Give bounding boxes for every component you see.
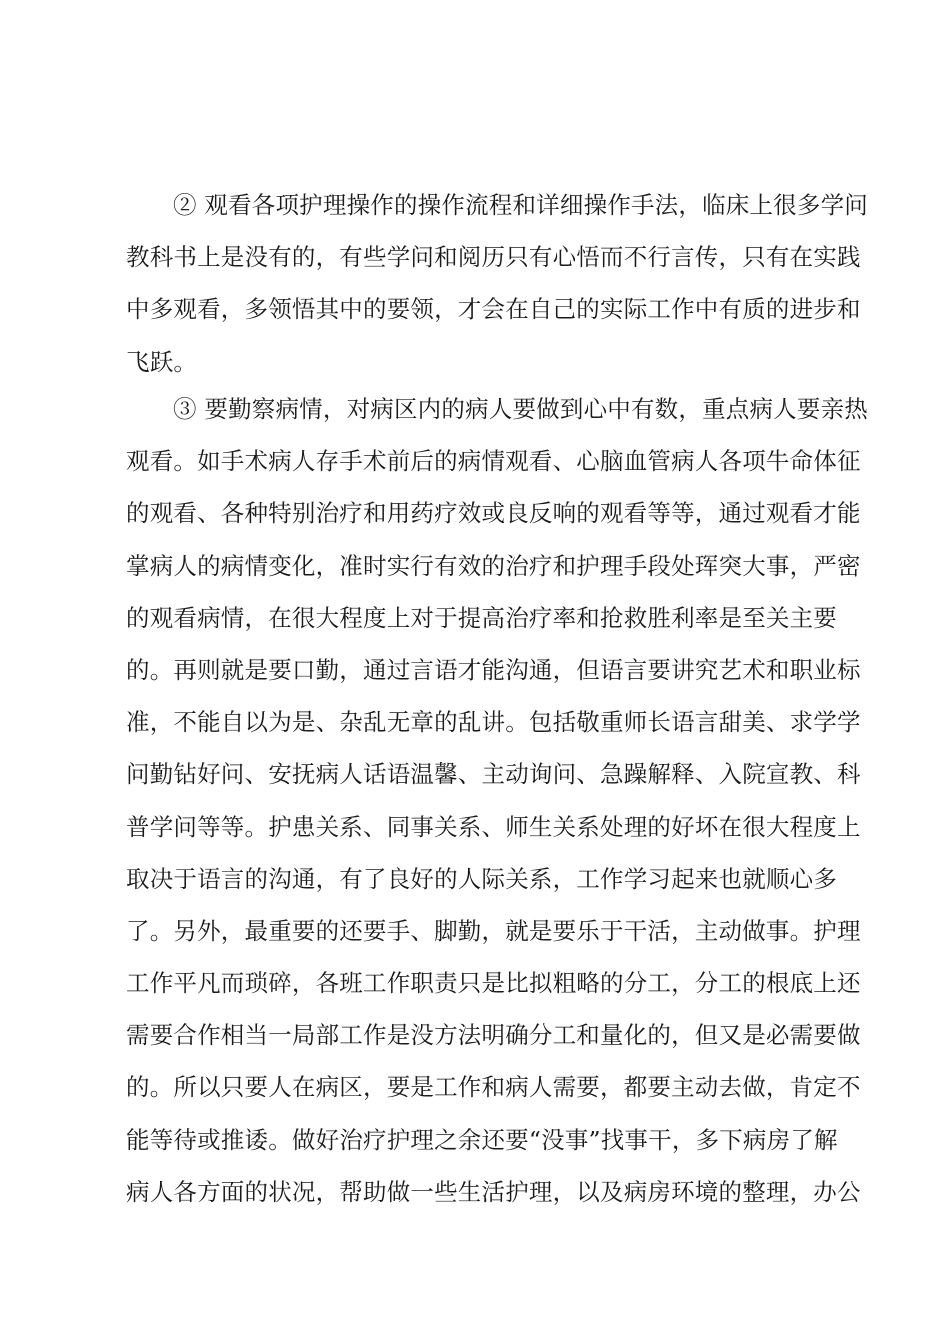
text-line: 掌病人的病情变化，准时实行有效的治疗和护理手段处珲突大事，严密	[126, 551, 861, 580]
text-line: 的观看、各种特别治疗和用药疗效或良反响的观看等等，通过观看才能	[126, 499, 861, 528]
text-line: 教科书上是没有的，有些学问和阅历只有心悟而不行言传，只有在实践	[126, 243, 861, 272]
paragraph-observe-operations	[126, 179, 868, 388]
text-line: 了。另外，最重要的还要手、脚勤，就是要乐于干活，主动做事。护理	[126, 916, 861, 945]
text-line: 取决于语言的沟通，有了良好的人际关系，工作学习起来也就顺心多	[126, 864, 837, 893]
text-line: 普学问等等。护患关系、同事关系、师生关系处理的好坏在很大程度上	[126, 812, 861, 841]
paragraph-observe-conditions	[126, 383, 868, 1218]
text-line: 病人各方面的状况，帮助做一些生活护理，以及病房环境的整理，办公	[126, 1177, 861, 1206]
text-line: ② 观看各项护理操作的操作流程和详细操作手法，临床上很多学问	[173, 191, 868, 219]
text-line: ③ 要勤察病情，对病区内的病人要做到心中有数，重点病人要亲热	[173, 395, 868, 423]
text-line: 需要合作相当一局部工作是没方法明确分工和量化的，但又是必需要做	[126, 1021, 861, 1050]
text-line: 能等待或推诿。做好治疗护理之余还要“没事”找事干，多下病房了解	[126, 1125, 838, 1154]
text-line: 工作平凡而琐碎，各班工作职责只是比拟粗略的分工，分工的根底上还	[126, 969, 861, 998]
text-line: 准，不能自以为是、杂乱无章的乱讲。包括敬重师长语言甜美、求学学	[126, 708, 861, 737]
text-line: 中多观看，多领悟其中的要领，才会在自己的实际工作中有质的进步和	[126, 295, 861, 324]
text-line: 的。所以只要人在病区，要是工作和病人需要，都要主动去做，肯定不	[126, 1073, 861, 1102]
text-line: 观看。如手术病人存手术前后的病情观看、心脑血管病人各项牛命体征	[126, 447, 861, 476]
text-line: 问勤钻好问、安抚病人话语温馨、主动询问、急躁解释、入院宣教、科	[126, 760, 861, 789]
text-line: 的。再则就是要口勤，通过言语才能沟通，但语言要讲究艺术和职业标	[126, 655, 861, 684]
text-line: 的观看病情，在很大程度上对于提高治疗率和抢救胜利率是至关主要	[126, 603, 837, 632]
text-line: 飞跃。	[126, 347, 198, 376]
